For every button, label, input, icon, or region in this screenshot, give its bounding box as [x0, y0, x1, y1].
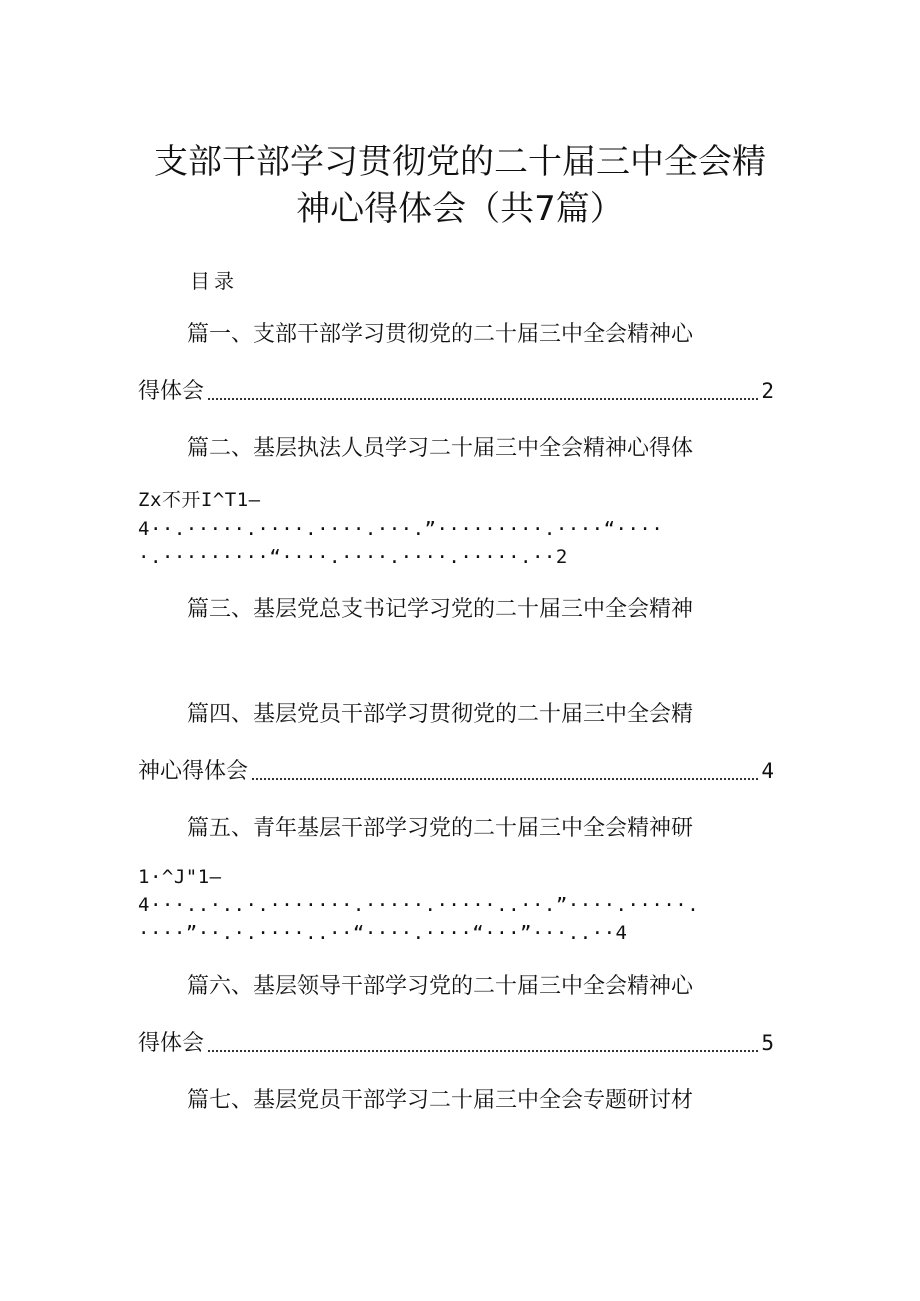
toc-entry-4-title-continued: 神心得体会	[138, 759, 249, 784]
toc-entry-2-garbled-line-2: 4··.·····.····.····.···.”·········.····“····	[138, 518, 664, 540]
toc-entry-1-page: 2	[761, 379, 774, 403]
toc-entry-5-garbled-line-2: 4···..·..·.·······.·····.·····..··.”····.·····.	[138, 894, 700, 916]
toc-entry-5-garbled-line-3: ····”··.·.····..··“····.····“···”···..··4	[138, 922, 628, 944]
toc-entry-6-page: 5	[761, 1031, 774, 1055]
toc-entry-6-title[interactable]: 篇六、基层领导干部学习党的二十届三中全会精神心	[187, 974, 694, 999]
toc-entry-6-title-continued: 得体会	[138, 1031, 205, 1056]
toc-entry-4-page: 4	[761, 759, 774, 783]
dot-leader	[208, 1050, 758, 1052]
toc-heading: 目录	[190, 269, 238, 293]
toc-entry-4-row[interactable]	[138, 757, 774, 786]
toc-entry-3-title[interactable]: 篇三、基层党总支书记学习党的二十届三中全会精神	[187, 597, 694, 622]
toc-entry-5-title[interactable]: 篇五、青年基层干部学习党的二十届三中全会精神研	[187, 816, 694, 841]
dot-leader	[252, 778, 758, 780]
toc-entry-2-title[interactable]: 篇二、基层执法人员学习二十届三中全会精神心得体	[187, 436, 694, 461]
toc-entry-1-title[interactable]: 篇一、支部干部学习贯彻党的二十届三中全会精神心	[187, 322, 694, 347]
document-title-line-2: 神心得体会（共7篇）	[296, 189, 624, 229]
toc-entry-6-row[interactable]	[138, 1029, 774, 1058]
toc-entry-1-title-continued: 得体会	[138, 379, 205, 404]
document-title-line-1: 支部干部学习贯彻党的二十届三中全会精	[154, 142, 766, 182]
toc-entry-2-garbled-line-1: Zx不开I^T1—	[138, 489, 261, 511]
toc-entry-4-title[interactable]: 篇四、基层党员干部学习贯彻党的二十届三中全会精	[187, 702, 694, 727]
toc-entry-1-row[interactable]	[138, 377, 774, 406]
toc-entry-7-title[interactable]: 篇七、基层党员干部学习二十届三中全会专题研讨材	[187, 1088, 694, 1113]
toc-entry-2-garbled-line-3: ·.·········“····.····.····.·····.··2	[138, 546, 568, 568]
toc-entry-5-garbled-line-1: 1·^J"1—	[138, 866, 222, 888]
dot-leader	[208, 398, 758, 400]
